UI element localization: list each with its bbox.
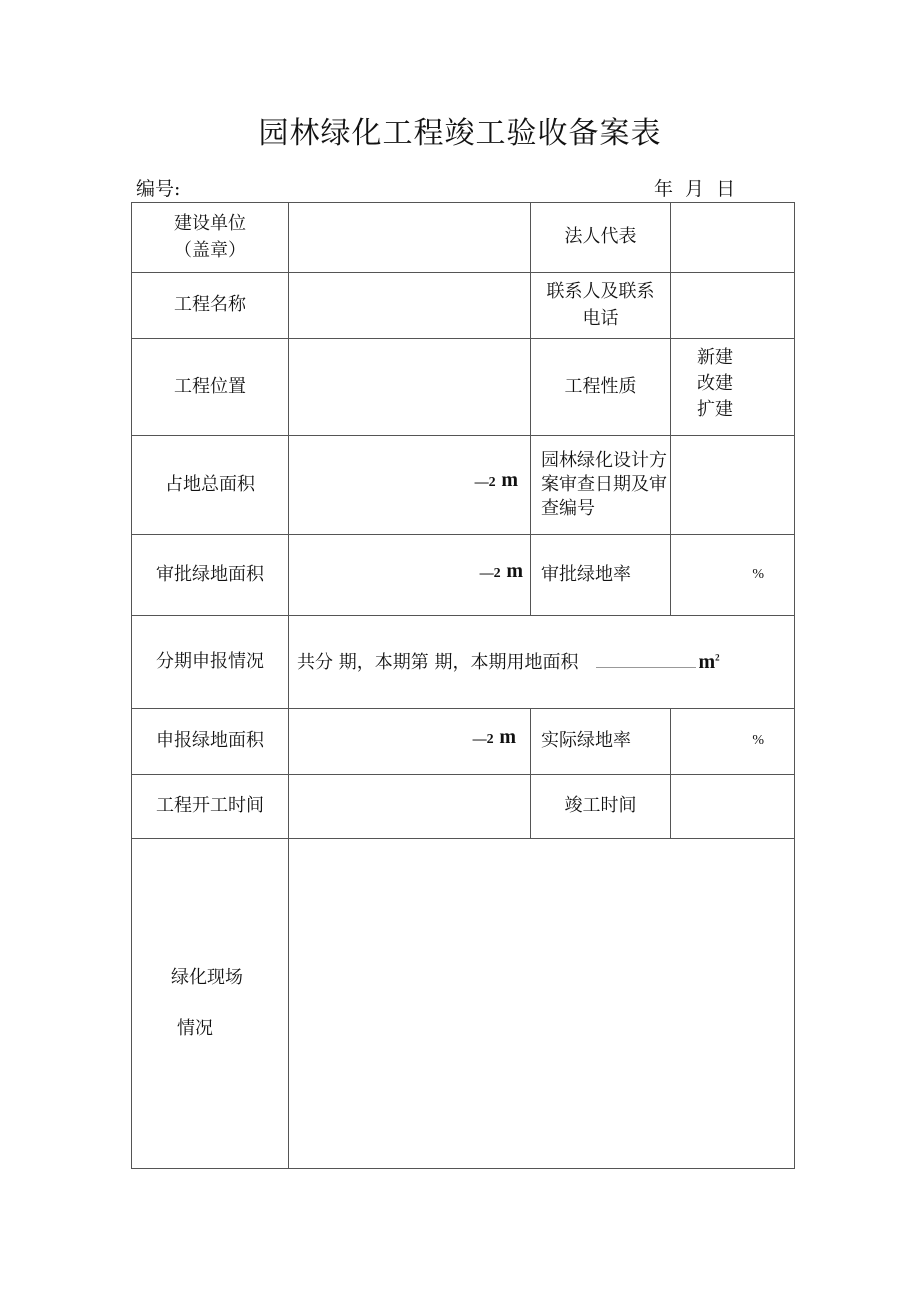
approved-green-area-label: 审批绿地面积 xyxy=(132,535,289,616)
finish-time-value-cell[interactable] xyxy=(671,775,795,839)
area-unit: m xyxy=(499,726,516,748)
filing-form-table xyxy=(131,202,795,1169)
finish-time-label: 竣工时间 xyxy=(531,775,671,839)
area-unit: m xyxy=(506,560,523,582)
number-label: 编号: xyxy=(136,178,181,200)
actual-green-rate-value-cell[interactable] xyxy=(671,709,795,775)
area-prefix: —2 xyxy=(474,475,496,490)
project-name-value-cell[interactable] xyxy=(289,273,531,339)
declared-green-area-value-cell[interactable] xyxy=(289,709,531,775)
approved-green-area-value-cell[interactable] xyxy=(289,535,531,616)
area-unit: m xyxy=(501,469,518,491)
table-row xyxy=(132,203,795,273)
nature-option-rebuild[interactable]: 改建 xyxy=(697,373,733,395)
site-label-cell xyxy=(132,839,289,1169)
declared-green-area-label: 申报绿地面积 xyxy=(132,709,289,775)
table-row xyxy=(132,616,795,709)
actual-green-rate-label: 实际绿地率 xyxy=(531,709,671,775)
nature-options xyxy=(671,339,795,436)
legal-rep-value-cell[interactable] xyxy=(671,203,795,273)
start-time-value-cell[interactable] xyxy=(289,775,531,839)
table-row xyxy=(132,273,795,339)
builder-label-cell xyxy=(132,203,289,273)
project-name-label: 工程名称 xyxy=(132,273,289,339)
site-label-line-2: 情况 xyxy=(177,1017,213,1039)
area-prefix: —2 xyxy=(472,732,494,747)
percent-sign: % xyxy=(752,733,764,749)
percent-sign: % xyxy=(752,566,764,582)
builder-value-cell[interactable] xyxy=(289,203,531,273)
nature-option-expand[interactable]: 扩建 xyxy=(697,399,733,421)
form-title: 园林绿化工程竣工验收备案表 xyxy=(258,116,662,151)
phases-area-blank[interactable] xyxy=(596,653,696,668)
table-row xyxy=(132,436,795,535)
table-row xyxy=(132,839,795,1169)
builder-label: 建设单位 xyxy=(174,213,246,235)
location-label: 工程位置 xyxy=(132,339,289,436)
design-review-label: 园林绿化设计方案审查日期及审查编号 xyxy=(531,436,671,535)
phases-area-unit: $m^2$ xyxy=(698,650,720,673)
phases-value-cell[interactable] xyxy=(289,616,795,709)
total-area-value-cell[interactable] xyxy=(289,436,531,535)
phases-label: 分期申报情况 xyxy=(132,616,289,709)
design-review-value-cell[interactable] xyxy=(671,436,795,535)
total-area-label: 占地总面积 xyxy=(132,436,289,535)
table-row xyxy=(132,709,795,775)
site-value-cell[interactable] xyxy=(289,839,795,1169)
approved-green-rate-value-cell[interactable] xyxy=(671,535,795,616)
table-row xyxy=(132,775,795,839)
table-row xyxy=(132,339,795,436)
phases-text: 共分 期，本期第 期，本期用地面积 xyxy=(297,651,579,673)
start-time-label: 工程开工时间 xyxy=(132,775,289,839)
builder-seal-note: （盖章） xyxy=(174,239,246,261)
table-row xyxy=(132,535,795,616)
nature-option-new[interactable]: 新建 xyxy=(697,347,733,368)
legal-rep-label: 法人代表 xyxy=(531,203,671,273)
date-label: 年 月 日 xyxy=(654,178,736,200)
location-value-cell[interactable] xyxy=(289,339,531,436)
area-prefix: —2 xyxy=(479,566,501,581)
site-label-line-1: 绿化现场 xyxy=(171,967,243,989)
contact-label: 联系人及联系电话 xyxy=(531,273,671,339)
nature-label: 工程性质 xyxy=(531,339,671,436)
contact-value-cell[interactable] xyxy=(671,273,795,339)
approved-green-rate-label: 审批绿地率 xyxy=(531,535,671,616)
